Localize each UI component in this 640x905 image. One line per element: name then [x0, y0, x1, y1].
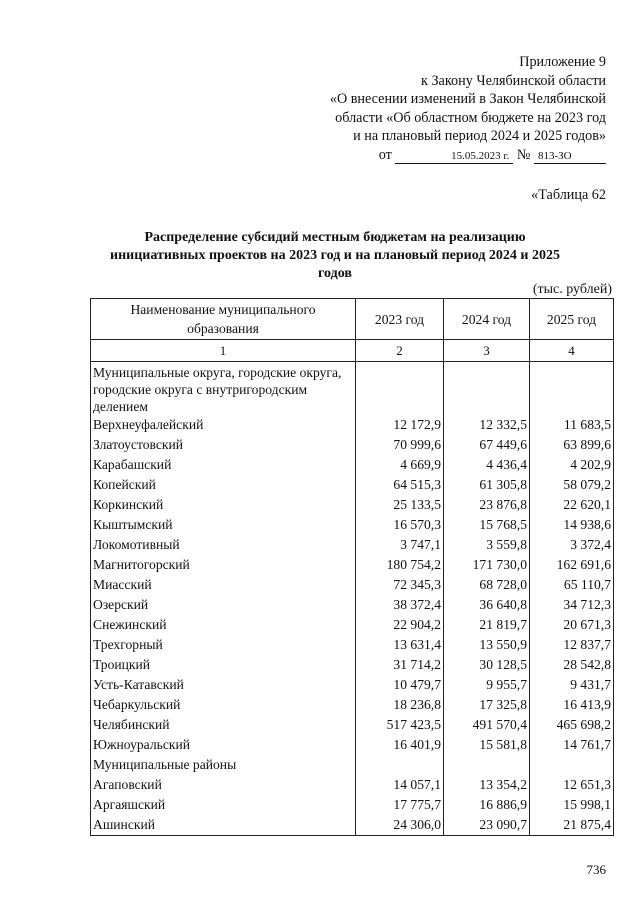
value-2023: 38 372,4	[356, 595, 444, 615]
municipality-name: Коркинский	[91, 495, 356, 515]
value-2024: 4 436,4	[444, 455, 530, 475]
table-row	[91, 595, 614, 615]
header-2025: 2025 год	[530, 299, 614, 340]
value-2023: 24 306,0	[356, 815, 444, 836]
value-2023: 22 904,2	[356, 615, 444, 635]
table-row	[91, 735, 614, 755]
appendix-header	[330, 53, 606, 165]
value-2024: 68 728,0	[444, 575, 530, 595]
value-2024: 491 570,4	[444, 715, 530, 735]
page-number: 736	[586, 862, 606, 877]
value-2025: 465 698,2	[530, 715, 614, 735]
value-2023: 14 057,1	[356, 775, 444, 795]
table-row	[91, 615, 614, 635]
municipality-name: Агаповский	[91, 775, 356, 795]
table-row	[91, 655, 614, 675]
table-row	[91, 495, 614, 515]
value-2024: 61 305,8	[444, 475, 530, 495]
value-2025: 22 620,1	[530, 495, 614, 515]
value-2025: 12 651,3	[530, 775, 614, 795]
law-title-line-1: «О внесении изменений в Закон Челябинской	[329, 91, 606, 108]
value-2025: 14 761,7	[530, 735, 614, 755]
value-2024: 21 819,7	[444, 615, 530, 635]
section-row	[91, 755, 614, 775]
municipality-name: Ашинский	[91, 815, 356, 836]
municipality-name: Копейский	[91, 475, 356, 495]
value-2024: 171 730,0	[444, 555, 530, 575]
section-heading: Муниципальные районы	[91, 755, 356, 775]
table-reference: «Таблица 62	[531, 187, 606, 203]
value-2025: 3 372,4	[530, 535, 614, 555]
section-row	[91, 362, 614, 416]
municipality-name: Усть-Катавский	[91, 675, 356, 695]
column-number: 3	[444, 340, 530, 362]
number-value: 813-ЗО	[534, 150, 606, 164]
value-2025: 34 712,3	[530, 595, 614, 615]
law-reference: к Закону Челябинской области	[421, 72, 606, 89]
table-row	[91, 555, 614, 575]
value-2023: 72 345,3	[356, 575, 444, 595]
value-2024: 30 128,5	[444, 655, 530, 675]
value-2025: 58 079,2	[530, 475, 614, 495]
column-numbering-row	[91, 340, 614, 362]
municipality-name: Локомотивный	[91, 535, 356, 555]
value-2023: 64 515,3	[356, 475, 444, 495]
value-2024: 23 876,8	[444, 495, 530, 515]
table-row	[91, 535, 614, 555]
value-2024: 15 581,8	[444, 735, 530, 755]
law-title-line-3: и на плановый период 2024 и 2025 годов»	[353, 128, 606, 145]
municipality-name: Трехгорный	[91, 635, 356, 655]
table-row	[91, 515, 614, 535]
table-row	[91, 695, 614, 715]
column-number: 2	[356, 340, 444, 362]
value-2023: 180 754,2	[356, 555, 444, 575]
municipality-name: Карабашский	[91, 455, 356, 475]
value-2024: 15 768,5	[444, 515, 530, 535]
value-2023: 31 714,2	[356, 655, 444, 675]
value-2023: 25 133,5	[356, 495, 444, 515]
table-header-row	[91, 299, 614, 340]
value-2024: 67 449,6	[444, 435, 530, 455]
municipality-name: Южноуральский	[91, 735, 356, 755]
value-2025: 12 837,7	[530, 635, 614, 655]
value-2023: 17 775,7	[356, 795, 444, 815]
table-row	[91, 675, 614, 695]
municipality-name: Челябинский	[91, 715, 356, 735]
value-2025: 11 683,5	[530, 415, 614, 435]
value-2023: 3 747,1	[356, 535, 444, 555]
municipality-name: Снежинский	[91, 615, 356, 635]
date-number-line	[330, 146, 606, 165]
municipality-name: Верхнеуфалейский	[91, 415, 356, 435]
value-2024: 13 550,9	[444, 635, 530, 655]
value-2024: 3 559,8	[444, 535, 530, 555]
municipality-name: Чебаркульский	[91, 695, 356, 715]
section-heading: Муниципальные округа, городские округа, городские округа с внутригородским делением	[91, 362, 356, 416]
table-row	[91, 455, 614, 475]
value-2025: 9 431,7	[530, 675, 614, 695]
date-value: 15.05.2023 г.	[395, 150, 513, 164]
municipality-name: Аргаяшский	[91, 795, 356, 815]
value-2024: 9 955,7	[444, 675, 530, 695]
value-2025: 14 938,6	[530, 515, 614, 535]
value-2024: 36 640,8	[444, 595, 530, 615]
value-2023: 16 570,3	[356, 515, 444, 535]
table-row	[91, 635, 614, 655]
date-prefix: от	[378, 146, 392, 163]
value-2023: 4 669,9	[356, 455, 444, 475]
value-2023: 16 401,9	[356, 735, 444, 755]
value-2023: 517 423,5	[356, 715, 444, 735]
municipality-name: Магнитогорский	[91, 555, 356, 575]
table-row	[91, 435, 614, 455]
municipality-name: Троицкий	[91, 655, 356, 675]
appendix-label: Приложение 9	[519, 54, 606, 70]
value-2025: 20 671,3	[530, 615, 614, 635]
header-2024: 2024 год	[444, 299, 530, 340]
municipality-name: Златоустовский	[91, 435, 356, 455]
value-2024: 12 332,5	[444, 415, 530, 435]
municipality-name: Миасский	[91, 575, 356, 595]
value-2025: 162 691,6	[530, 555, 614, 575]
table-row	[91, 815, 614, 836]
value-2024: 16 886,9	[444, 795, 530, 815]
value-2025: 15 998,1	[530, 795, 614, 815]
table-body	[91, 362, 614, 836]
value-2025: 63 899,6	[530, 435, 614, 455]
table-row	[91, 475, 614, 495]
value-2023: 13 631,4	[356, 635, 444, 655]
subsidy-table	[90, 298, 614, 836]
table-row	[91, 575, 614, 595]
number-prefix: №	[516, 146, 531, 163]
value-2023: 18 236,8	[356, 695, 444, 715]
header-2023: 2023 год	[356, 299, 444, 340]
table-row	[91, 715, 614, 735]
units-label: (тыс. рублей)	[532, 282, 612, 297]
table-row	[91, 415, 614, 435]
value-2025: 21 875,4	[530, 815, 614, 836]
value-2024: 13 354,2	[444, 775, 530, 795]
column-number: 1	[91, 340, 356, 362]
value-2025: 16 413,9	[530, 695, 614, 715]
column-number: 4	[530, 340, 614, 362]
value-2025: 28 542,8	[530, 655, 614, 675]
value-2024: 17 325,8	[444, 695, 530, 715]
law-title-line-2: области «Об областном бюджете на 2023 год	[335, 109, 606, 126]
table-row	[91, 795, 614, 815]
table-row	[91, 775, 614, 795]
header-municipality: Наименование муниципального образования	[91, 299, 356, 340]
municipality-name: Кыштымский	[91, 515, 356, 535]
value-2023: 10 479,7	[356, 675, 444, 695]
municipality-name: Озерский	[91, 595, 356, 615]
value-2024: 23 090,7	[444, 815, 530, 836]
value-2023: 12 172,9	[356, 415, 444, 435]
value-2025: 65 110,7	[530, 575, 614, 595]
document-title: Распределение субсидий местным бюджетам на реализацию инициативных проектов на 2023 год и на плановый период 2024 и 2025 годов	[110, 230, 560, 281]
value-2023: 70 999,6	[356, 435, 444, 455]
value-2025: 4 202,9	[530, 455, 614, 475]
